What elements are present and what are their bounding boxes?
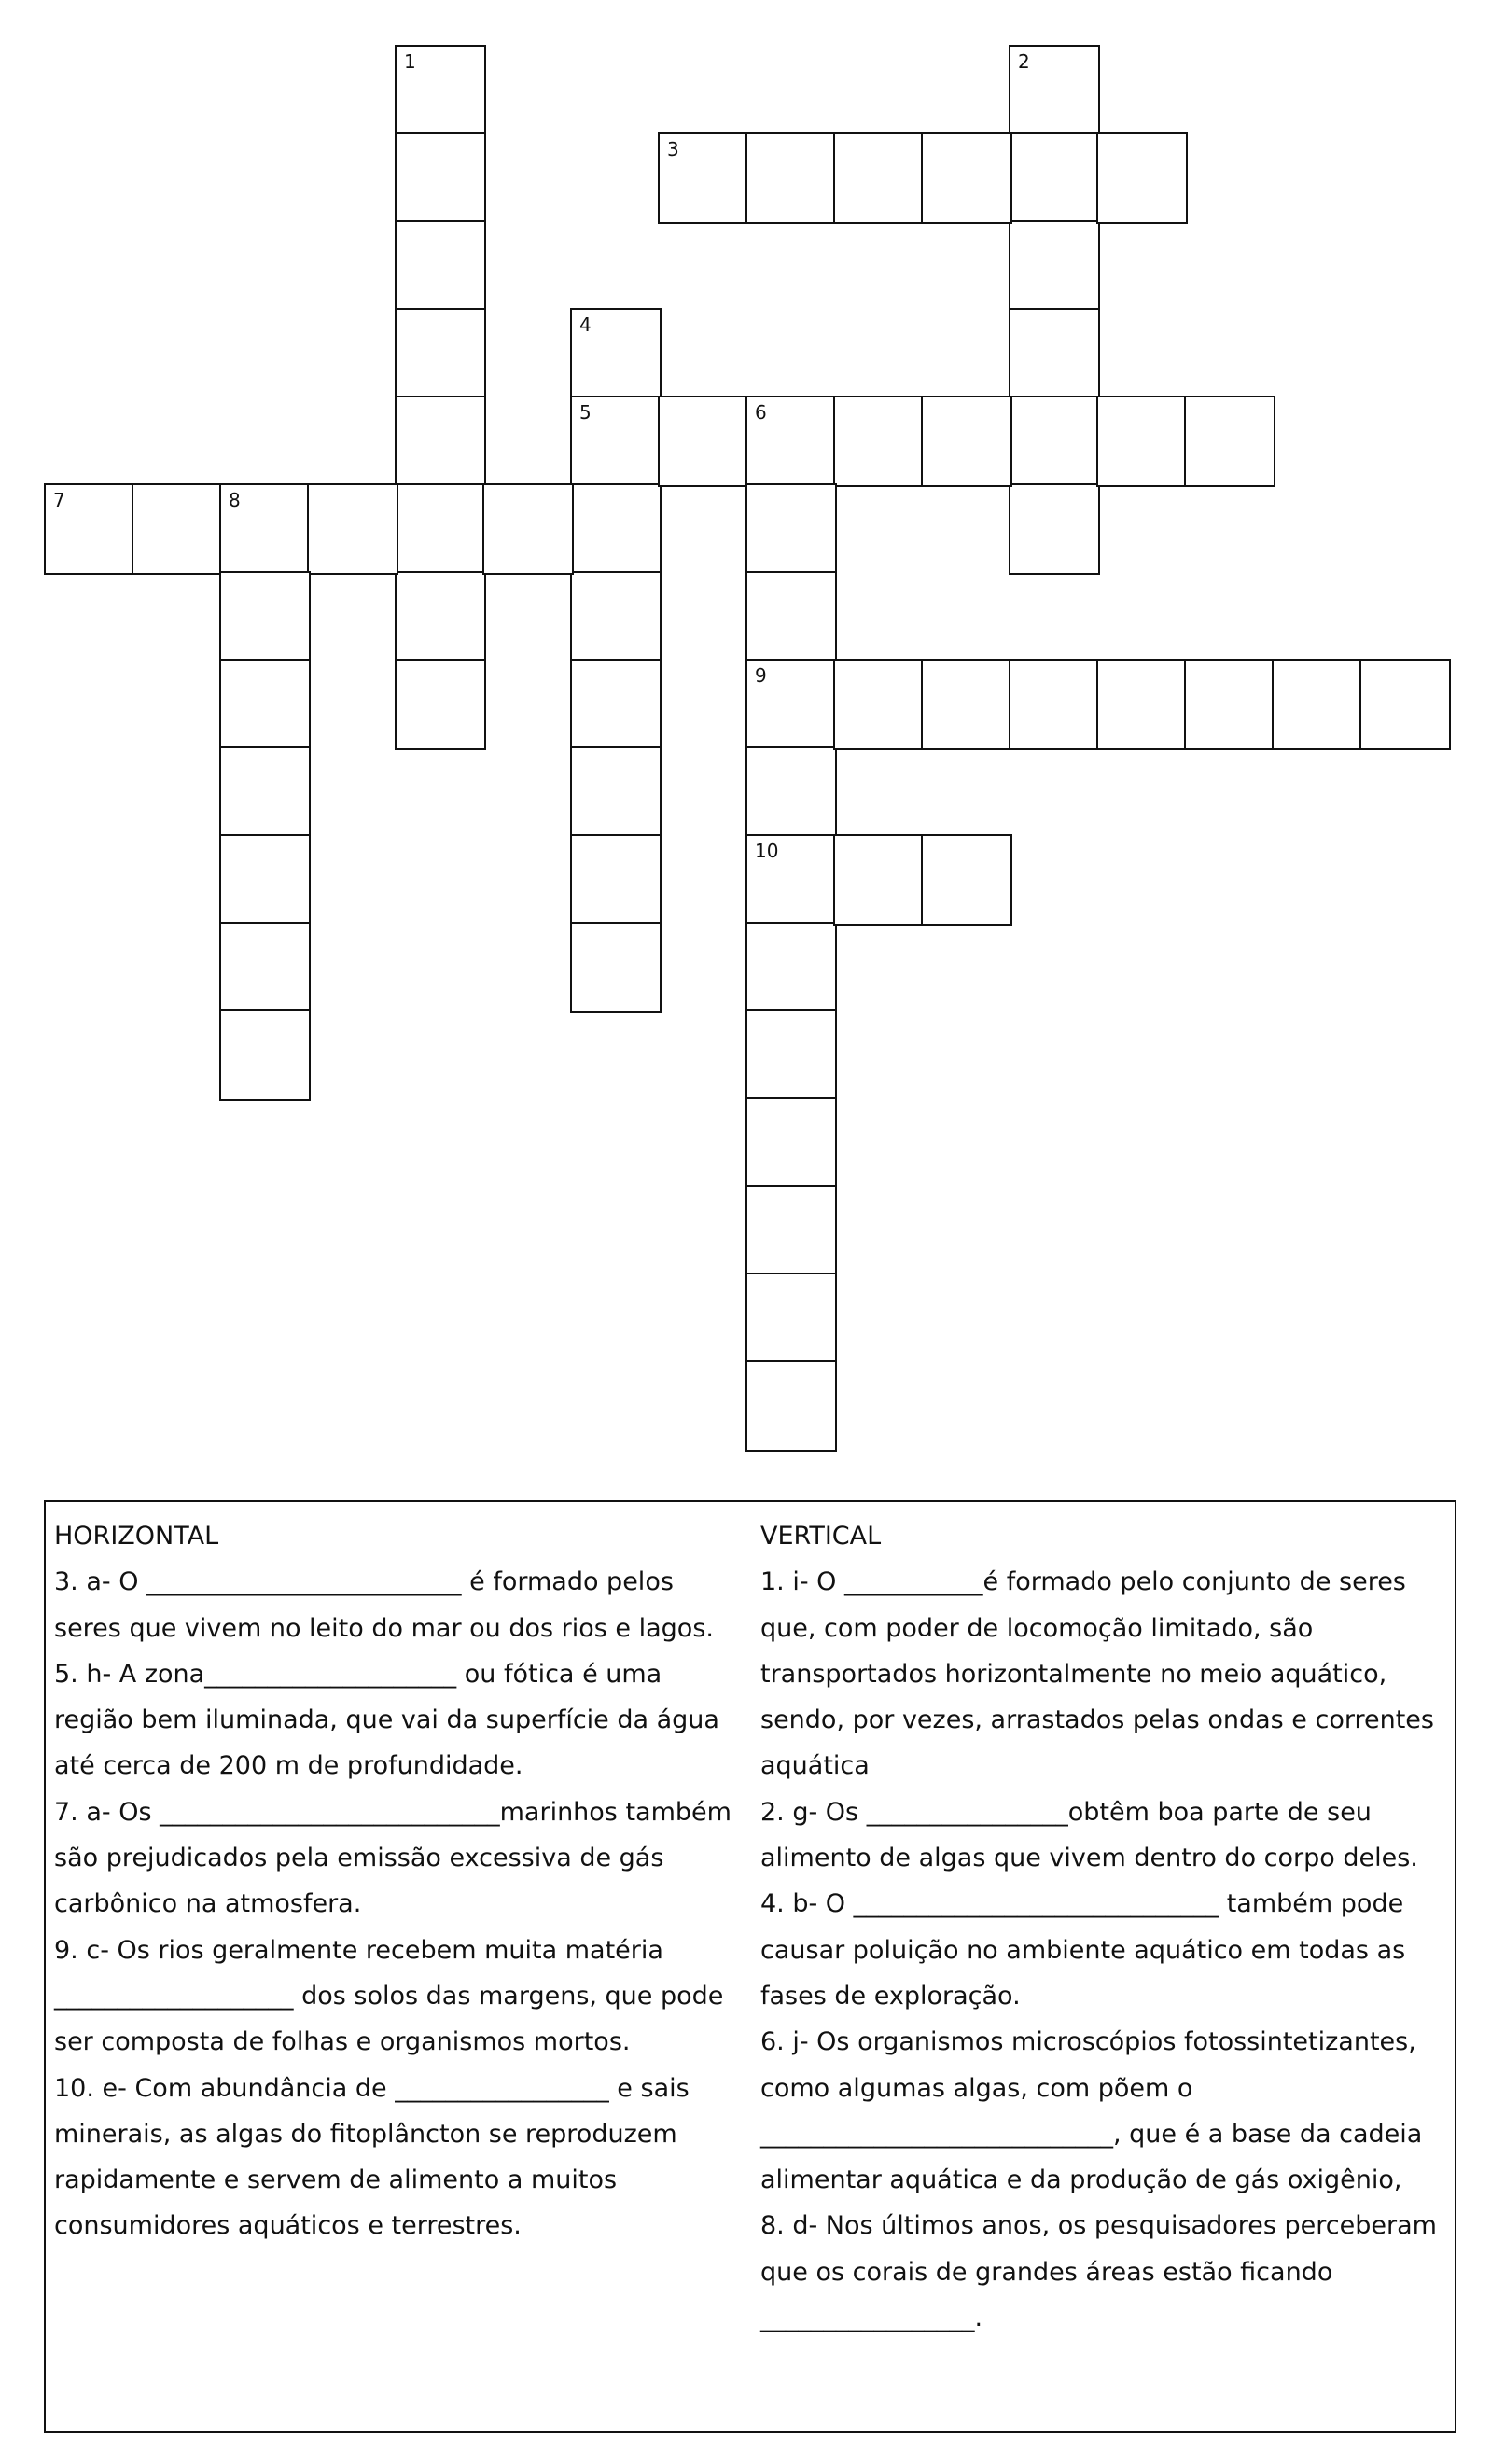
grid-cell[interactable] xyxy=(395,659,486,750)
grid-cell[interactable] xyxy=(1359,659,1451,750)
clues-box xyxy=(44,1500,1456,2433)
clue-horizontal-7: 7. a- Os ___________________________marinhos também são prejudicados pela emissão excessiva de gás carbônico na atmosfera. xyxy=(54,1797,732,1919)
clue-vertical-1: 1. i- O ___________é formado pelo conjunto de seres que, com poder de locomoção limitado, são transportados horizontalmente no meio aquático, sendo, por vezes, arrastados pelas ondas e correntes aquática xyxy=(760,1567,1434,1781)
grid-cell[interactable] xyxy=(482,483,574,575)
grid-cell[interactable] xyxy=(1009,396,1100,487)
vertical-heading: VERTICAL xyxy=(760,1522,882,1551)
grid-cell[interactable] xyxy=(219,483,311,575)
clue-number: 1 xyxy=(404,50,416,73)
grid-cell[interactable] xyxy=(658,132,749,224)
grid-cell[interactable] xyxy=(746,483,837,575)
grid-cell[interactable] xyxy=(746,1273,837,1364)
grid-cell[interactable] xyxy=(1009,220,1100,312)
grid-cell[interactable] xyxy=(395,132,486,224)
grid-cell[interactable] xyxy=(570,746,662,838)
clue-vertical-4: 4. b- O _____________________________ também pode causar poluição no ambiente aquático em todas as fases de exploração. xyxy=(760,1889,1406,2011)
grid-cell[interactable] xyxy=(219,571,311,662)
grid-cell[interactable] xyxy=(746,1185,837,1276)
grid-cell[interactable] xyxy=(1009,483,1100,575)
grid-cell[interactable] xyxy=(1096,659,1188,750)
grid-cell[interactable] xyxy=(395,571,486,662)
grid-cell[interactable] xyxy=(395,396,486,487)
grid-cell[interactable] xyxy=(395,45,486,136)
grid-cell[interactable] xyxy=(570,922,662,1013)
grid-cell[interactable] xyxy=(746,659,837,750)
grid-cell[interactable] xyxy=(833,396,925,487)
clue-vertical-8: 8. d- Nos últimos anos, os pesquisadores perceberam que os corais de grandes áreas estão ficando _________________. xyxy=(760,2211,1437,2333)
grid-cell[interactable] xyxy=(1184,659,1275,750)
grid-cell[interactable] xyxy=(746,834,837,926)
grid-cell[interactable] xyxy=(219,1009,311,1101)
grid-cell[interactable] xyxy=(833,834,925,926)
grid-cell[interactable] xyxy=(1009,132,1100,224)
vertical-clues xyxy=(760,1513,1451,2341)
grid-cell[interactable] xyxy=(746,1009,837,1101)
clue-number: 4 xyxy=(579,313,592,336)
clue-number: 10 xyxy=(755,840,779,862)
horizontal-clues xyxy=(54,1513,745,2249)
grid-cell[interactable] xyxy=(570,308,662,399)
grid-cell[interactable] xyxy=(307,483,398,575)
clue-number: 3 xyxy=(667,138,679,160)
grid-cell[interactable] xyxy=(746,1097,837,1189)
grid-cell[interactable] xyxy=(833,659,925,750)
clue-number: 7 xyxy=(53,489,65,511)
grid-cell[interactable] xyxy=(921,659,1012,750)
clue-number: 2 xyxy=(1018,50,1030,73)
grid-cell[interactable] xyxy=(921,396,1012,487)
grid-cell[interactable] xyxy=(395,220,486,312)
grid-cell[interactable] xyxy=(1009,45,1100,136)
grid-cell[interactable] xyxy=(921,834,1012,926)
grid-cell[interactable] xyxy=(570,571,662,662)
grid-cell[interactable] xyxy=(1096,396,1188,487)
clue-number: 8 xyxy=(229,489,241,511)
grid-cell[interactable] xyxy=(570,483,662,575)
grid-cell[interactable] xyxy=(219,746,311,838)
grid-cell[interactable] xyxy=(746,132,837,224)
grid-cell[interactable] xyxy=(1096,132,1188,224)
clue-horizontal-9: 9. c- Os rios geralmente recebem muita matéria ___________________ dos solos das margens, que pode ser composta de folhas e organismos mortos. xyxy=(54,1935,724,2057)
grid-cell[interactable] xyxy=(570,396,662,487)
horizontal-heading: HORIZONTAL xyxy=(54,1522,219,1551)
grid-cell[interactable] xyxy=(746,396,837,487)
grid-cell[interactable] xyxy=(132,483,223,575)
clue-vertical-6: 6. j- Os organismos microscópios fotossintetizantes, como algumas algas, com põem o ____________________________, que é a base da cadeia alimentar aquática e da produção de gás oxigênio, xyxy=(760,2027,1423,2195)
grid-cell[interactable] xyxy=(1272,659,1363,750)
grid-cell[interactable] xyxy=(746,1360,837,1452)
grid-cell[interactable] xyxy=(395,483,486,575)
grid-cell[interactable] xyxy=(570,659,662,750)
grid-cell[interactable] xyxy=(219,922,311,1013)
clue-horizontal-5: 5. h- A zona____________________ ou fótica é uma região bem iluminada, que vai da superfície da água até cerca de 200 m de profundidade. xyxy=(54,1659,719,1781)
grid-cell[interactable] xyxy=(1009,308,1100,399)
clue-number: 6 xyxy=(755,401,767,424)
clue-number: 9 xyxy=(755,664,767,687)
grid-cell[interactable] xyxy=(746,922,837,1013)
grid-cell[interactable] xyxy=(395,308,486,399)
clue-horizontal-3: 3. a- O _________________________ é formado pelos seres que vivem no leito do mar ou dos rios e lagos. xyxy=(54,1567,714,1643)
grid-cell[interactable] xyxy=(1184,396,1275,487)
grid-cell[interactable] xyxy=(746,571,837,662)
grid-cell[interactable] xyxy=(833,132,925,224)
grid-cell[interactable] xyxy=(44,483,135,575)
clue-vertical-2: 2. g- Os ________________obtêm boa parte de seu alimento de algas que vivem dentro do corpo deles. xyxy=(760,1797,1418,1873)
clue-horizontal-10: 10. e- Com abundância de _________________ e sais minerais, as algas do fitoplâncton se reproduzem rapidamente e servem de alimento a muitos consumidores aquáticos e terrestres. xyxy=(54,2073,690,2241)
grid-cell[interactable] xyxy=(570,834,662,926)
grid-cell[interactable] xyxy=(921,132,1012,224)
grid-cell[interactable] xyxy=(658,396,749,487)
grid-cell[interactable] xyxy=(1009,659,1100,750)
grid-cell[interactable] xyxy=(219,834,311,926)
grid-cell[interactable] xyxy=(219,659,311,750)
grid-cell[interactable] xyxy=(746,746,837,838)
clue-number: 5 xyxy=(579,401,592,424)
